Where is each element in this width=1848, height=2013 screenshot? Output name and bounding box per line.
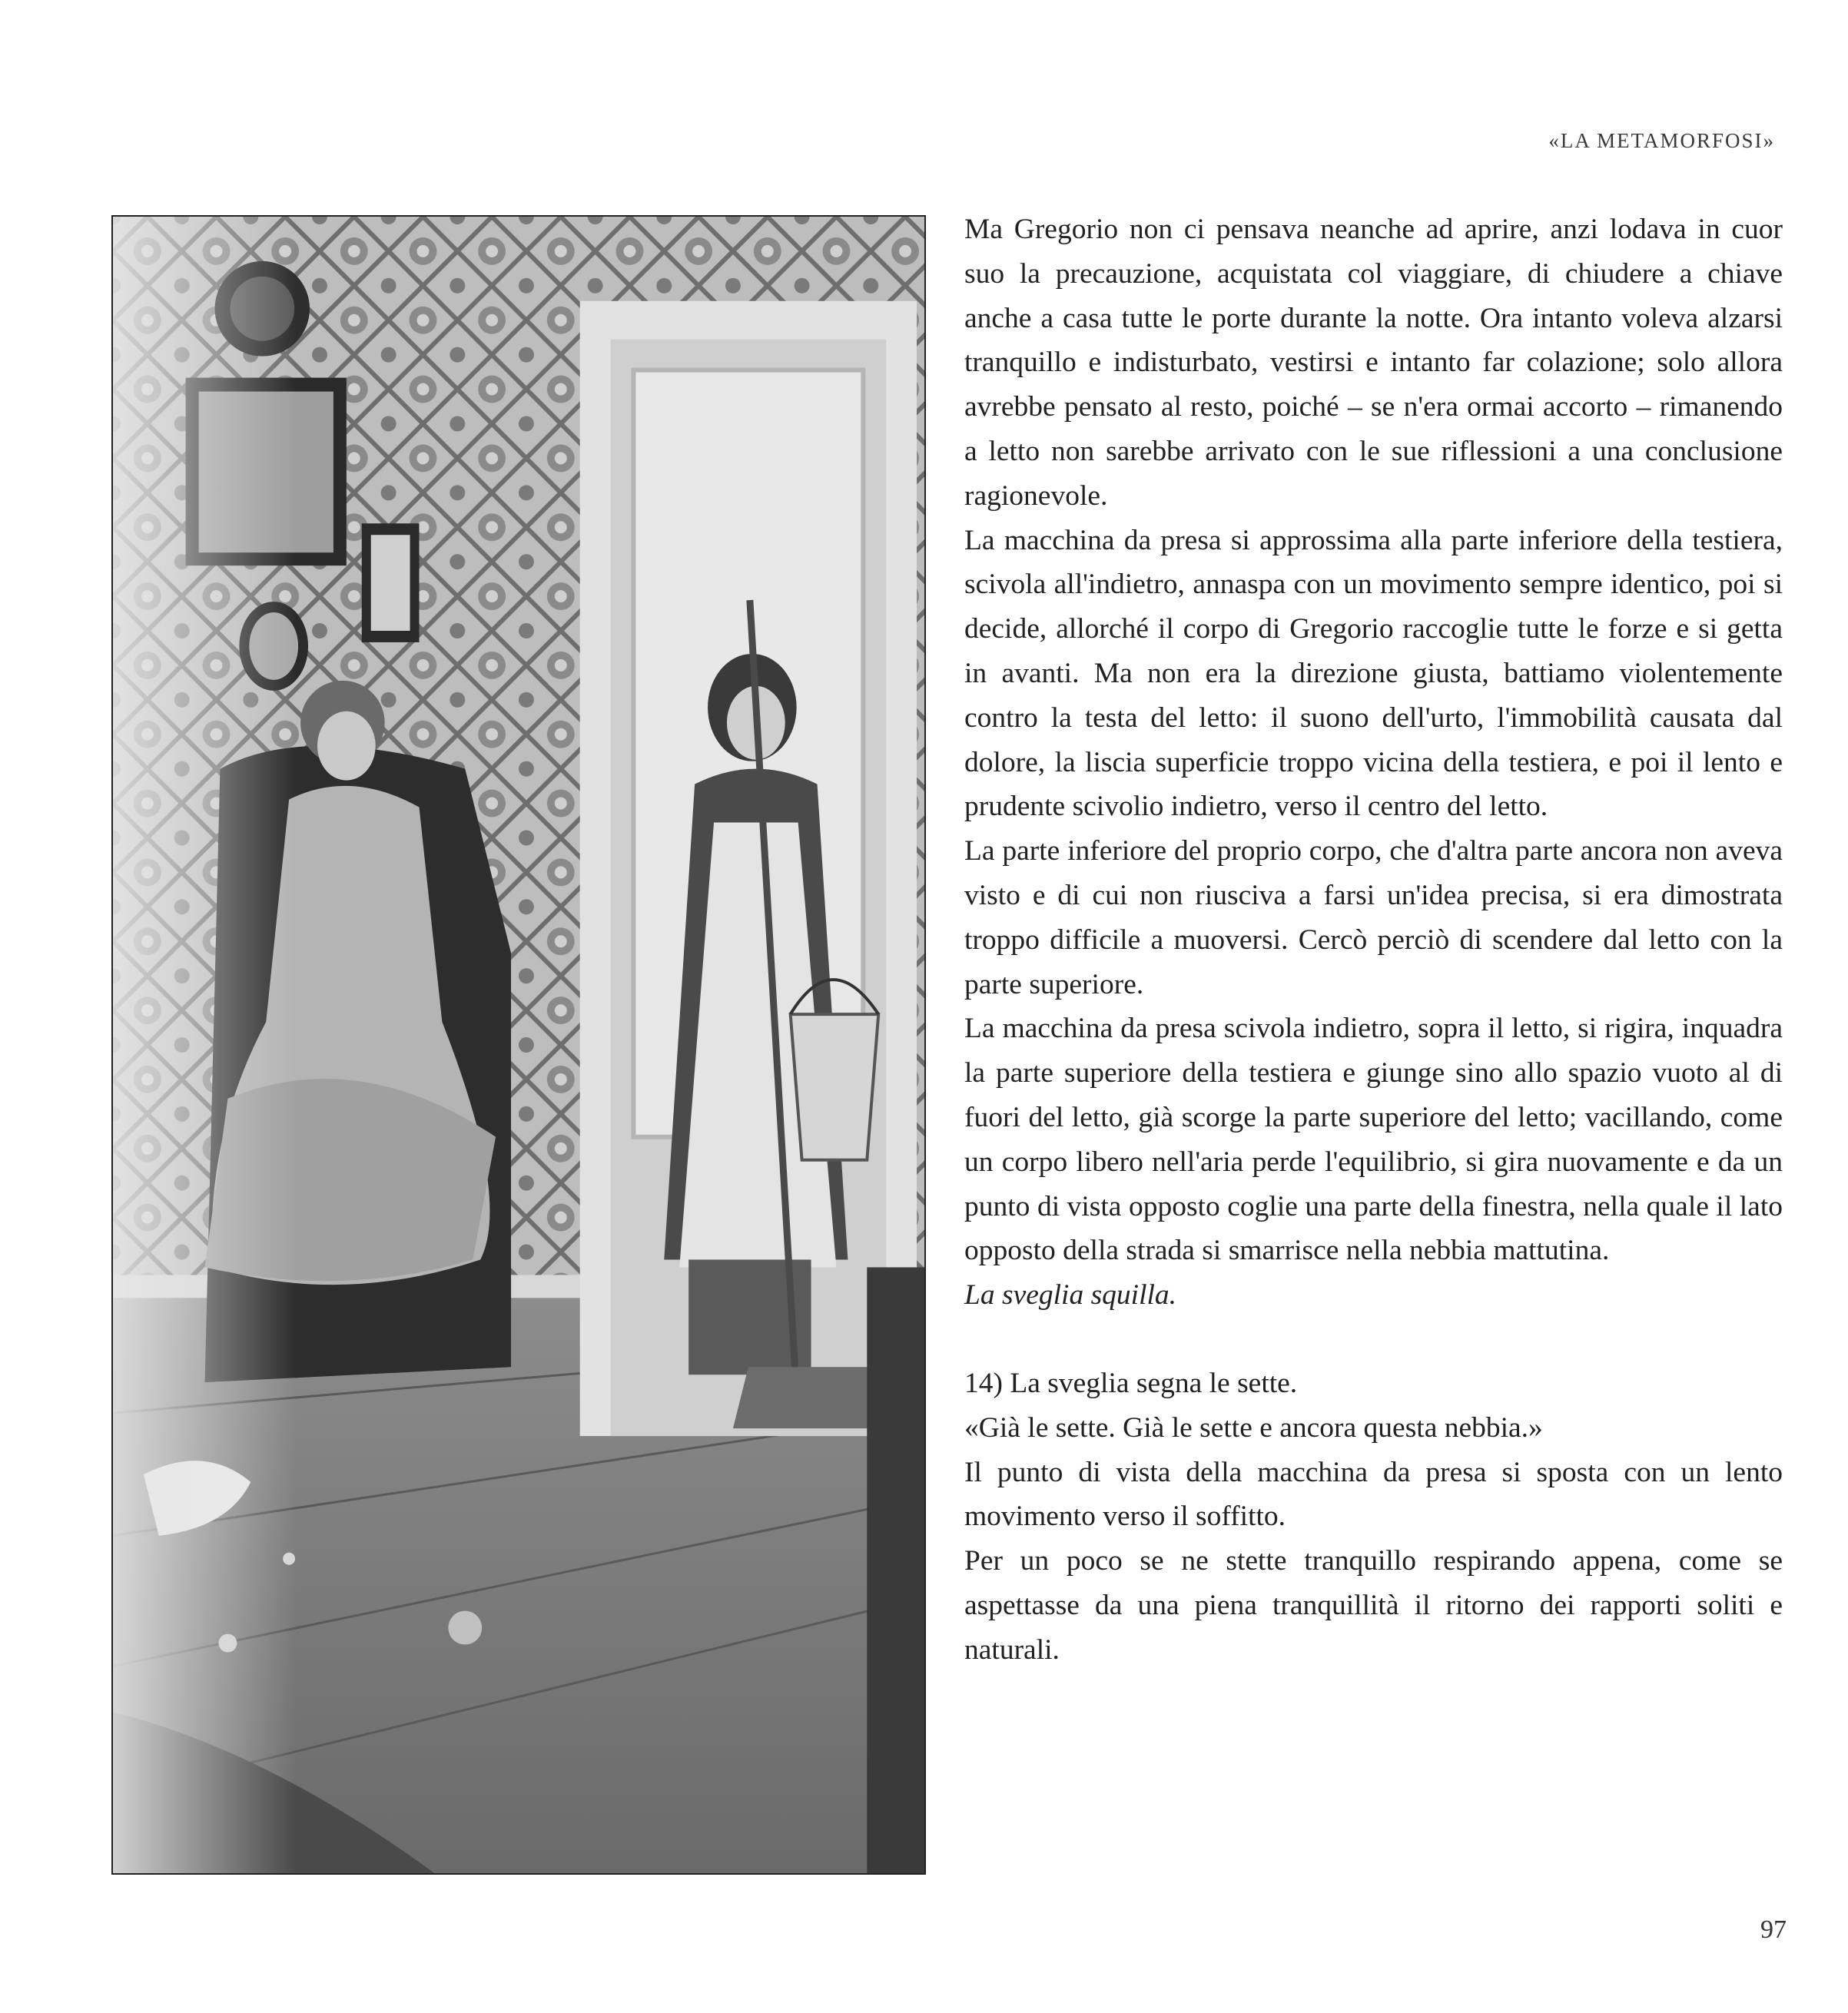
paragraph: 14) La sveglia segna le sette. bbox=[964, 1367, 1298, 1399]
section-spacer bbox=[964, 1318, 1783, 1361]
film-still-photo-icon bbox=[113, 217, 924, 1873]
paragraph: Ma Gregorio non ci pensava neanche ad aprire, anzi lodava in cuor suo la precauzione, acquistata col viaggiare, di chiudere a chiave anche a casa tutte le porte durante la notte. Ora intanto voleva alzarsi tranquillo e indisturbato, vestirsi e intanto far colazione; solo allora avrebbe pensato al resto, poiché – se n'era ormai accorto – rimanendo a letto non sarebbe arrivato con le sue riflessioni a una conclusione ragionevole. bbox=[964, 214, 1783, 512]
paragraph: «Già le sette. Già le sette e ancora questa nebbia.» bbox=[964, 1411, 1543, 1444]
italic-line: La sveglia squilla. bbox=[964, 1279, 1177, 1312]
paragraph: La macchina da presa si approssima alla parte inferiore della testiera, scivola all'indietro, annaspa con un movimento sempre identico, poi si decide, allorché il corpo di Gregorio raccoglie tutte le forze e si getta in avanti. Ma non era la direzione giusta, battiamo violentemente contro la testa del letto: il suono dell'urto, l'immobilità causata dal dolore, la liscia superficie troppo vicina della testiera, e poi il lento e prudente scivolio indietro, verso il centro del letto. bbox=[964, 524, 1783, 823]
paragraph: La parte inferiore del proprio corpo, che d'altra parte ancora non aveva visto e di cui non riusciva a farsi un'idea precisa, si era dimostrata troppo difficile a muoversi. Cercò perciò di scendere dal letto con la parte superiore. bbox=[964, 835, 1783, 1000]
running-header: «LA METAMORFOSI» bbox=[1548, 129, 1775, 152]
paragraph: La macchina da presa scivola indietro, sopra il letto, si rigira, inquadra la parte superiore della testiera e giunge sino allo spazio vuoto al di fuori del letto, già scorge la parte superiore del letto; vacillando, come un corpo libero nell'aria perde l'equilibrio, si gira nuovamente e da un punto di vista opposto coglie una parte della finestra, nella quale il lato opposto della strada si smarrisce nella nebbia mattutina. bbox=[964, 1013, 1783, 1267]
paragraph: Il punto di vista della macchina da presa si sposta con un lento movimento verso il soffitto. bbox=[964, 1456, 1783, 1533]
page-number: 97 bbox=[1760, 1915, 1787, 1944]
body-text bbox=[964, 207, 1783, 1673]
paragraph: Per un poco se ne stette tranquillo respirando appena, come se aspettasse da una piena tranquillità il ritorno dei rapporti soliti e naturali. bbox=[964, 1545, 1783, 1666]
film-still-photo bbox=[111, 215, 926, 1875]
